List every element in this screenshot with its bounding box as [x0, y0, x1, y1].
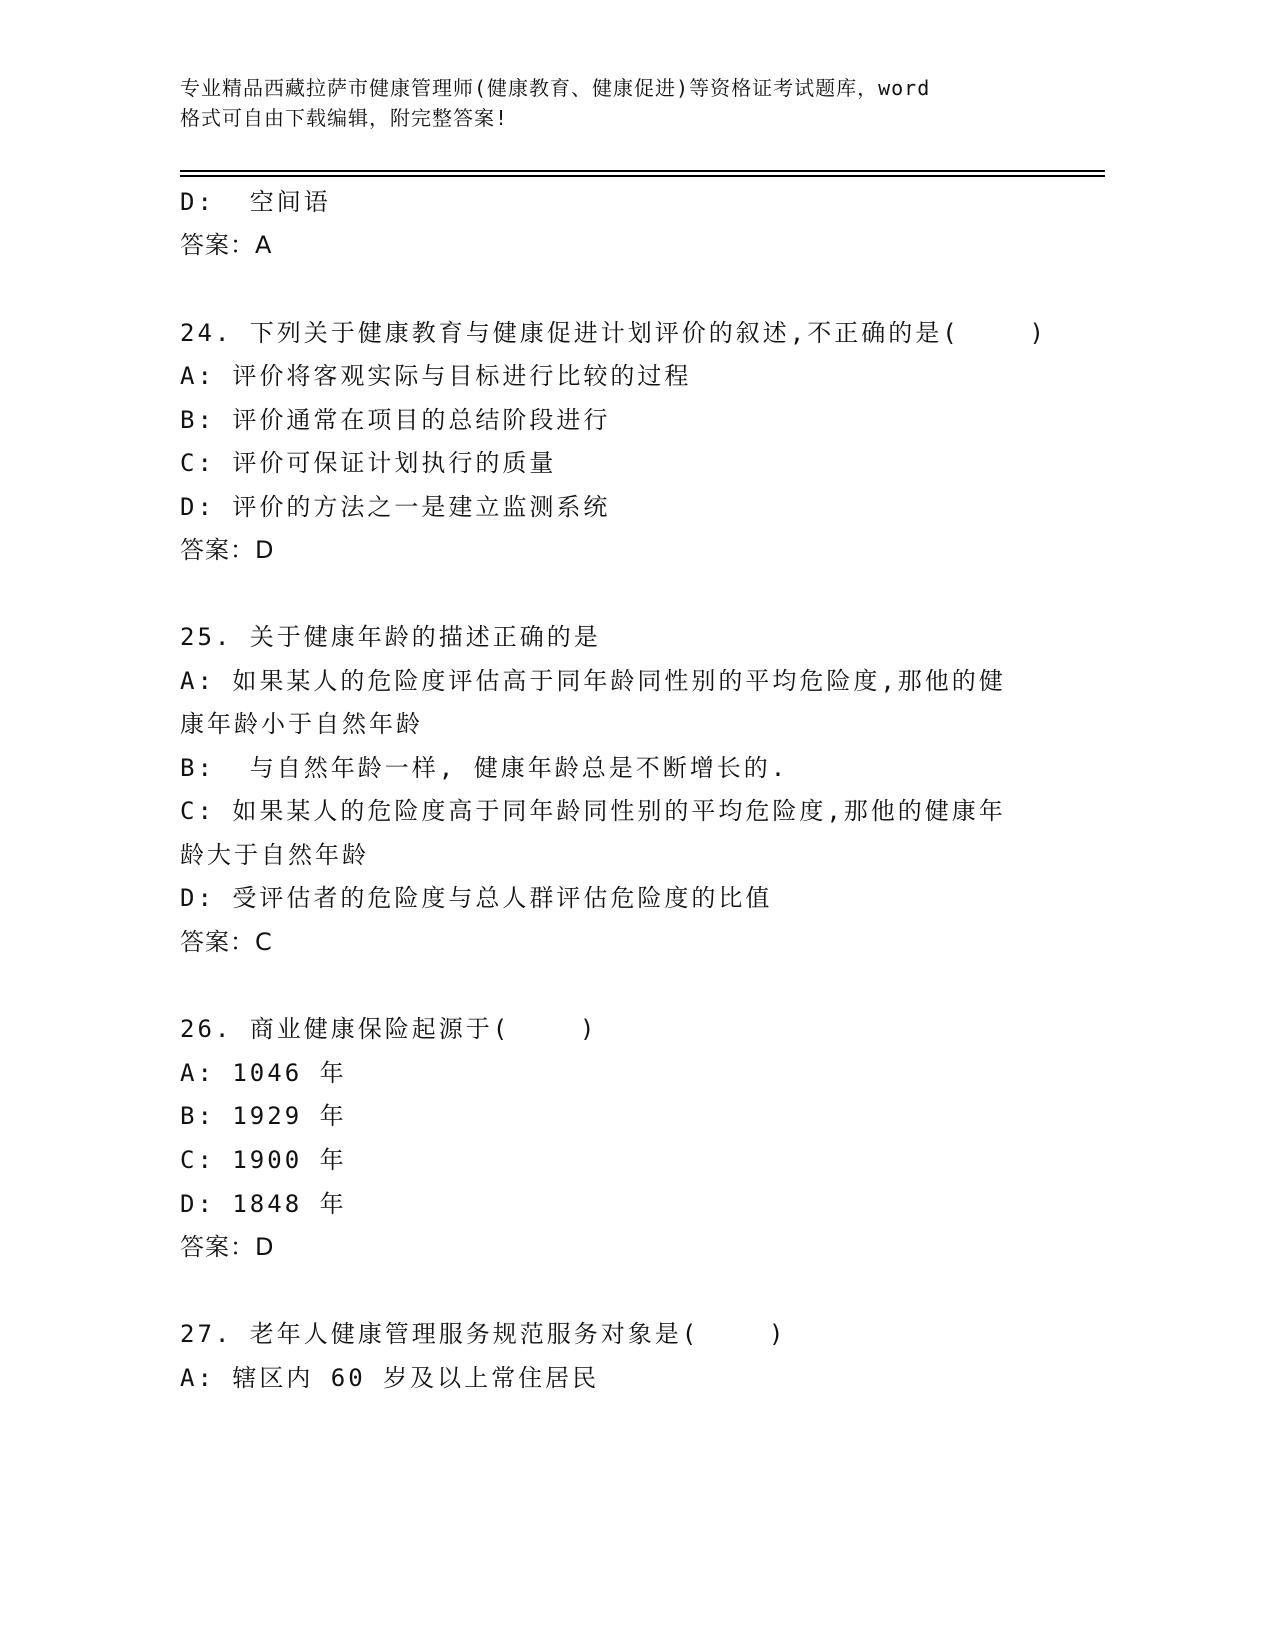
option-a: A: 辖区内 60 岁及以上常住居民 — [180, 1364, 600, 1392]
answer: 答案：D — [180, 536, 275, 564]
option-a: A: 如果某人的危险度评估高于同年龄同性别的平均危险度,那他的健 — [180, 667, 1006, 695]
option-a: A: 1046 年 — [180, 1059, 347, 1087]
header-line-2: 格式可自由下载编辑，附完整答案! — [180, 106, 509, 130]
header-line-1: 专业精品西藏拉萨市健康管理师(健康教育、健康促进)等资格证考试题库，word — [180, 76, 931, 100]
answer: 答案：A — [180, 231, 273, 259]
question-26: 26. 商业健康保险起源于( ) — [180, 1015, 598, 1043]
question-27: 27. 老年人健康管理服务规范服务对象是( ) — [180, 1320, 787, 1348]
option-c: C: 1900 年 — [180, 1146, 347, 1174]
option-d: D: 1848 年 — [180, 1190, 347, 1218]
question-24: 24. 下列关于健康教育与健康促进计划评价的叙述,不正确的是( ) — [180, 319, 1047, 347]
answer: 答案：D — [180, 1233, 275, 1261]
option-c: C: 如果某人的危险度高于同年龄同性别的平均危险度,那他的健康年 — [180, 797, 1006, 825]
option-c: C: 评价可保证计划执行的质量 — [180, 449, 557, 477]
option-d: D: 评价的方法之一是建立监测系统 — [180, 493, 611, 521]
option-b: B: 1929 年 — [180, 1102, 347, 1130]
option-d: D: 受评估者的危险度与总人群评估危险度的比值 — [180, 884, 773, 912]
header-divider — [180, 170, 1105, 172]
option-a: A: 评价将客观实际与目标进行比较的过程 — [180, 362, 692, 390]
question-25: 25. 关于健康年龄的描述正确的是 — [180, 623, 601, 651]
option-b: B: 评价通常在项目的总结阶段进行 — [180, 406, 611, 434]
answer: 答案：C — [180, 928, 273, 956]
header-divider — [180, 175, 1105, 177]
option-a-cont: 康年龄小于自然年龄 — [180, 710, 423, 738]
option-d: D: 空间语 — [180, 188, 331, 216]
option-b: B: 与自然年龄一样, 健康年龄总是不断增长的. — [180, 754, 789, 782]
option-c-cont: 龄大于自然年龄 — [180, 841, 369, 869]
